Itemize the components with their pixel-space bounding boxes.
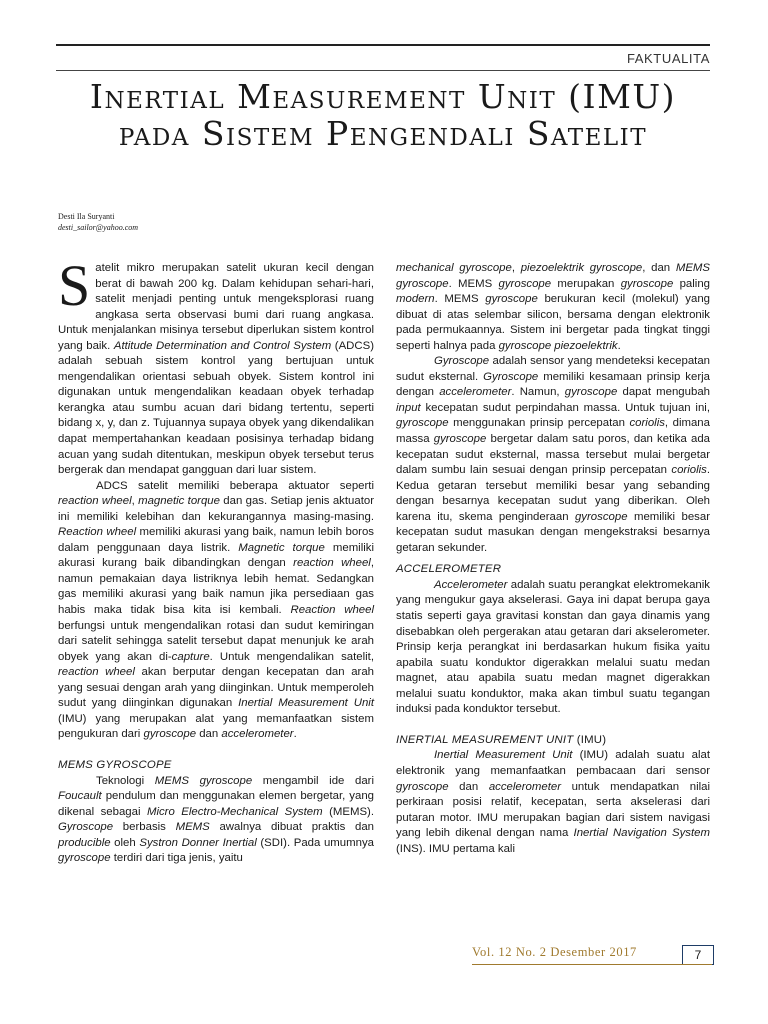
text-span: mengambil ide dari <box>252 774 375 787</box>
text-span: . Namun, <box>511 386 565 399</box>
italic-term: Inertial Measurement Unit <box>238 697 375 710</box>
italic-term: gyroscope <box>433 433 487 446</box>
text-span: untuk mendapatkan nilai perkiraan posisi relatif, kecepatan, serta akselerasi dari putaran motor. IMU merupakan bagian dari sistem navigasi yang lebih dikenal dengan nama <box>396 780 710 840</box>
text-span: . MEMS <box>434 293 486 306</box>
top-rule <box>56 44 710 46</box>
drop-cap: S <box>58 253 91 318</box>
paragraph-adcs <box>58 479 374 743</box>
italic-term: Inertial Navigation System <box>573 827 710 840</box>
italic-term: gyroscope <box>564 386 618 399</box>
italic-term: gyroscope piezoelektrik <box>498 339 618 352</box>
text-span: (ADCS) adalah sebuah sistem kontrol yang bertujuan untuk mengendalikan orientasi sebuah obyek. Sistem kontrol ini digunakan untuk mengendalikan keadaan obyek terhadap kerangka atau sumbu acuan dari bidang tertentu, seperti bidang x, y, dan z. Tujuannya supaya obyek yang dikendalikan dapat mempertahankan keadaan posisinya terhadap bidang acuan yang sudah ditentukan, meskipun obyek tersebut terus bergerak dan mendapat gangguan dari luar sistem. <box>58 339 375 477</box>
paragraph-accelerometer <box>396 578 710 718</box>
italic-term: modern <box>396 293 435 306</box>
text-span: . <box>617 339 621 352</box>
italic-term: MEMS gyroscope <box>396 262 710 290</box>
italic-term: accelerometer <box>488 780 561 793</box>
italic-term: gyroscope <box>143 728 197 741</box>
text-span: Teknologi <box>96 774 155 787</box>
text-span: . Kedua getaran tersebut memiliki besar yang sebanding dengan besarnya kecepatan sudut yang diberikan. Oleh karena itu, skema penginderaan <box>396 464 710 523</box>
italic-term: gyroscope <box>498 277 552 290</box>
page-number: 7 <box>682 945 714 965</box>
italic-term: MEMS <box>175 821 210 834</box>
text-span: adalah sensor yang mendeteksi kecepatan sudut eksternal. <box>396 355 710 383</box>
italic-term: Gyroscope <box>483 370 539 383</box>
text-span: memiliki besar kecepatan sudut masukan dengan mengekstraksi besarnya getaran sekunder. <box>396 510 711 554</box>
text-span: , dimana massa <box>396 417 710 446</box>
text-span: , <box>131 495 139 508</box>
heading-imu-italic: INERTIAL MEASUREMENT UNIT <box>396 733 574 746</box>
paragraph-gyro-types <box>396 261 710 354</box>
spacer <box>58 743 374 758</box>
text-span: oleh <box>110 836 140 849</box>
text-span: paling <box>673 277 710 290</box>
heading-imu-tail: (IMU) <box>573 733 607 746</box>
text-span: atelit mikro merupakan satelit ukuran kecil dengan berat di bawah 200 kg. Dalam kehidupan sehari-hari, satelit menjadi penting untuk mengeksplorasi ruang angkasa serta observasi bumi dari ruang angkasa. Untuk menjalankan misinya tersebut diperlukan sistem kontrol yang baik. <box>58 262 374 352</box>
italic-term: input <box>396 401 421 414</box>
text-span: berbasis <box>113 821 176 834</box>
text-span: . Untuk mengendalikan satelit, <box>209 650 374 663</box>
italic-term: reaction wheel <box>58 495 132 508</box>
italic-term: Attitude Determination and Control System <box>113 339 332 352</box>
italic-term: Magnetic torque <box>238 541 325 554</box>
text-span: (IMU) adalah suatu alat elektronik yang memanfaatkan pembacaan dari sensor <box>396 749 710 777</box>
text-span: (MEMS). <box>322 805 374 818</box>
italic-term: gyroscope <box>396 780 449 793</box>
text-span: (INS). IMU pertama kali <box>396 842 515 855</box>
italic-term: reaction wheel <box>58 666 135 679</box>
italic-term: producible <box>58 836 111 849</box>
text-span: berfungsi untuk mengendalikan rotasi dan sudut kemiringan dari satelit sehingga satelit tersebut dapat menunjuk ke arah obyek yang akan di- <box>58 619 374 663</box>
italic-term: Gyroscope <box>434 355 490 368</box>
spacer <box>396 718 710 733</box>
author-email: desti_sailor@yahoo.com <box>58 223 139 232</box>
section-label: FAKTUALITA <box>626 51 710 66</box>
text-span: awalnya dibuat praktis dan <box>209 821 374 834</box>
text-span: memiliki kesamaan prinsip kerja dengan <box>396 370 710 399</box>
italic-term: accelerometer <box>439 386 512 399</box>
italic-term: coriolis <box>671 464 707 477</box>
text-span: memiliki akurasi yang baik, namun lebih boros dalam penggunaan daya listrik. <box>58 526 374 554</box>
header-rule <box>56 70 710 71</box>
italic-term: magnetic torque <box>138 495 220 508</box>
text-span: (IMU) yang merupakan alat yang memanfaatkan sistem pengukuran dari <box>58 712 374 741</box>
italic-term: Systron Donner Inertial <box>139 836 257 849</box>
italic-term: Foucault <box>58 790 102 803</box>
text-span: adalah suatu perangkat elektromekanik yang mengukur gaya akselerasi. Gaya ini dapat berupa gaya statis seperti gaya gravitasi konstan dan gaya dinamis yang disebabkan oleh pergerakan atau getaran dari akselerometer. Prinsip kerja perangkat ini berdasarkan hukum fisika yaitu apabila suatu konduktor digerakkan melalui suatu medan magnet, atau apabila suatu medan magnet digerakkan melalui suatu konduktor, maka akan timbul suatu tegangan induksi pada konduktor tersebut. <box>396 578 710 716</box>
italic-term: Reaction wheel <box>58 526 137 539</box>
author-name: Desti Ila Suryanti <box>58 212 115 221</box>
text-span: memiliki akurasi kurang baik dibandingkan dengan <box>58 541 375 570</box>
heading-accelerometer: ACCELEROMETER <box>396 563 502 576</box>
italic-term: Micro Electro-Mechanical System <box>146 805 323 818</box>
text-span: merupakan <box>551 277 621 290</box>
text-span: berukuran kecil (molekul) yang dibuat di atas selembar silicon, bersama dengan elektronik pada permukaannya. Sistem ini bergetar pada tingkat tinggi seperti halnya pada <box>396 293 710 352</box>
text-span: . <box>293 728 297 741</box>
italic-term: MEMS gyroscope <box>154 774 253 787</box>
italic-term: gyroscope <box>396 417 449 430</box>
italic-term: gyroscope <box>620 277 674 290</box>
text-span: kecepatan sudut perpindahan massa. Untuk tujuan ini, <box>420 401 710 414</box>
italic-term: capture <box>171 650 210 663</box>
right-column <box>396 261 710 857</box>
italic-term: Accelerometer <box>434 578 508 591</box>
italic-term: gyroscope <box>58 852 111 865</box>
italic-term: reaction wheel <box>293 557 371 570</box>
article-title: Inertial Measurement Unit (IMU) pada Sistem Pengendali Satelit <box>89 77 677 153</box>
footer-rule <box>472 964 712 965</box>
text-span: , <box>511 262 521 274</box>
heading-mems-gyroscope: MEMS GYROSCOPE <box>58 758 172 771</box>
text-span: ADCS satelit memiliki beberapa aktuator seperti <box>96 479 374 492</box>
text-span: (SDI). Pada umumnya <box>256 836 374 849</box>
italic-term: gyroscope <box>485 293 538 306</box>
text-span: dan <box>196 728 222 741</box>
text-span: , dan <box>642 262 676 274</box>
italic-term: gyroscope <box>574 510 628 523</box>
text-span: . MEMS <box>448 277 499 290</box>
text-span: pendulum dan menggunakan elemen bergetar, yang dikenal sebagai <box>58 790 374 818</box>
text-span: , namun pemakaian daya listriknya lebih hemat. Sedangkan gas memiliki akurasi yang baik namun jika persediaan gas habis maka tidak bisa kita isi kembali. <box>58 557 374 617</box>
italic-term: Inertial Measurement Unit <box>434 749 573 762</box>
italic-term: accelerometer <box>221 728 294 741</box>
heading-imu <box>396 733 710 749</box>
paragraph-imu <box>396 748 710 857</box>
text-span: akan berputar dengan kecepatan dan arah yang sesuai dengan arah yang diinginkan. Untuk memperoleh sudut yang diinginkan digunakan <box>58 666 374 710</box>
paragraph-mems <box>58 774 374 867</box>
italic-term: Gyroscope <box>58 821 114 834</box>
paragraph-gyroscope <box>396 354 710 556</box>
text-span: menggunakan prinsip percepatan <box>448 417 630 430</box>
text-span: dan <box>448 780 489 793</box>
italic-term: piezoelektrik gyroscope <box>520 262 643 274</box>
italic-term: coriolis <box>629 417 665 430</box>
text-span: dapat mengubah <box>617 386 710 399</box>
text-span: dan gas. Setiap jenis aktuator ini memiliki kelebihan dan kekurangannya masing-masing. <box>58 495 374 523</box>
text-span: bergetar dalam satu poros, dan ketika ada kecepatan sudut eksternal, massa tersebut mulai bergetar dalam sumbu lain sesuai dengan prinsip percepatan <box>396 433 710 477</box>
issue-info: Vol. 12 No. 2 Desember 2017 <box>472 945 637 959</box>
left-column <box>58 253 375 867</box>
paragraph-intro <box>58 253 375 479</box>
text-span: terdiri dari tiga jenis, yaitu <box>110 852 243 865</box>
italic-term: Reaction wheel <box>290 604 374 617</box>
italic-term: mechanical gyroscope <box>396 262 512 274</box>
